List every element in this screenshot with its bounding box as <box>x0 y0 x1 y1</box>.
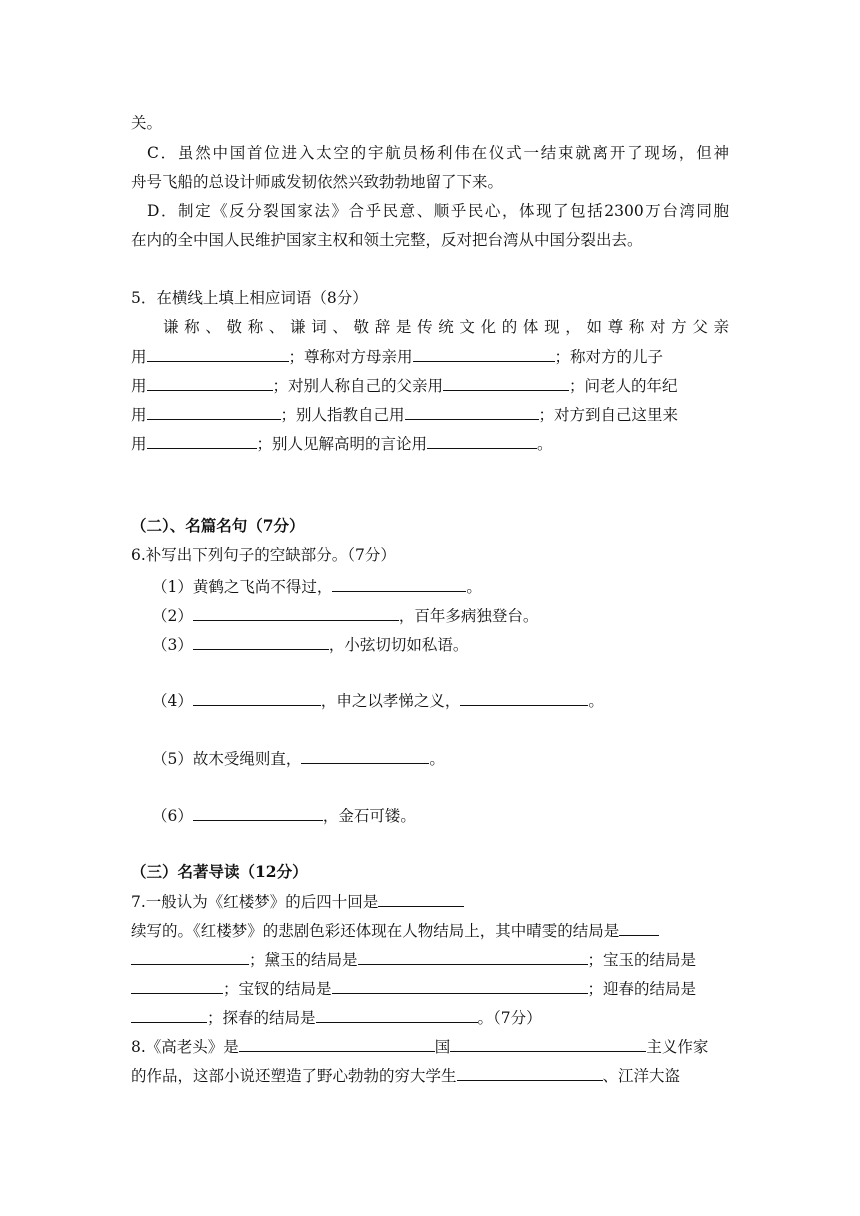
blank[interactable] <box>378 891 464 907</box>
blank[interactable] <box>147 433 257 449</box>
q4-option-c-line2: 舟号飞船的总设计师戚发韧依然兴致勃勃地留了下来。 <box>131 173 504 191</box>
q6-item-2: （2） ，百年多病独登台。 <box>152 607 539 625</box>
blank[interactable] <box>193 690 321 706</box>
q6-item-6: （6） ，金石可镂。 <box>152 807 416 825</box>
q6-title: 6.补写出下列句子的空缺部分。（7分） <box>131 546 396 564</box>
q5-line5: 用 ；别人见解高明的言论用 。 <box>131 435 553 453</box>
blank[interactable] <box>457 1065 603 1081</box>
blank[interactable] <box>301 748 429 764</box>
blank[interactable] <box>619 920 659 936</box>
blank[interactable] <box>358 949 588 965</box>
blank[interactable] <box>450 1036 646 1052</box>
section3-heading: （三）名著导读（12分） <box>131 862 308 881</box>
blank[interactable] <box>147 375 273 391</box>
q6-item-1: （1）黄鹤之飞尚不得过， 。 <box>152 578 482 596</box>
section2-heading: （二）、名篇名句（7分） <box>131 516 305 535</box>
blank[interactable] <box>193 634 329 650</box>
q6-item-4: （4） ，申之以孝悌之义， 。 <box>152 692 604 710</box>
q4-option-d-line1: D．制定《反分裂国家法》合乎民意、顺乎民心，体现了包括2300万台湾同胞 <box>147 202 729 220</box>
q5-line2: 用 ；尊称对方母亲用 ；称对方的儿子 <box>131 348 664 366</box>
blank[interactable] <box>332 978 588 994</box>
blank[interactable] <box>193 605 399 621</box>
q8-line2: 的作品，这部小说还塑造了野心勃勃的穷大学生 、江洋大盗 <box>131 1067 681 1085</box>
blank[interactable] <box>405 404 539 420</box>
blank[interactable] <box>147 404 281 420</box>
blank[interactable] <box>239 1036 435 1052</box>
blank[interactable] <box>193 805 323 821</box>
q7-line5: ；探春的结局是 。（7分） <box>131 1007 729 1028</box>
blank[interactable] <box>131 978 223 994</box>
q4-tail: 关。 <box>131 114 163 132</box>
blank[interactable] <box>147 346 289 362</box>
q8-line1: 8.《高老头》是 国 主义作家 <box>131 1038 709 1056</box>
blank[interactable] <box>460 690 588 706</box>
blank[interactable] <box>316 1007 478 1023</box>
q7-line2: 续写的。《红楼梦》的悲剧色彩还体现在人物结局上，其中晴雯的结局是 <box>131 920 729 941</box>
q5-line4: 用 ；别人指教自己用 ；对方到自己这里来 <box>131 406 679 424</box>
q6-item-3: （3） ，小弦切切如私语。 <box>152 636 469 654</box>
blank[interactable] <box>131 1007 207 1023</box>
blank[interactable] <box>443 375 569 391</box>
q7-line3: ；黛玉的结局是 ；宝玉的结局是 <box>131 949 729 970</box>
blank[interactable] <box>131 949 249 965</box>
q7-line4: ；宝钗的结局是 ；迎春的结局是 <box>131 978 729 999</box>
q6-item-5: （5）故木受绳则直， 。 <box>152 750 445 768</box>
q4-option-d-line2: 在内的全中国人民维护国家主权和领土完整，反对把台湾从中国分裂出去。 <box>131 231 643 249</box>
q7-line1: 7.一般认为《红楼梦》的后四十回是 <box>131 891 729 912</box>
q5-title: 5．在横线上填上相应词语（8分） <box>131 289 368 307</box>
q4-option-c-line1: C．虽然中国首位进入太空的宇航员杨利伟在仪式一结束就离开了现场，但神 <box>147 144 729 162</box>
q5-line3: 用 ；对别人称自己的父亲用 ；问老人的年纪 <box>131 377 678 395</box>
blank[interactable] <box>413 346 555 362</box>
q5-line1: 谦称、敬称、谦词、敬辞是传统文化的体现，如尊称对方父亲 <box>163 318 729 336</box>
blank[interactable] <box>332 576 466 592</box>
blank[interactable] <box>427 433 537 449</box>
